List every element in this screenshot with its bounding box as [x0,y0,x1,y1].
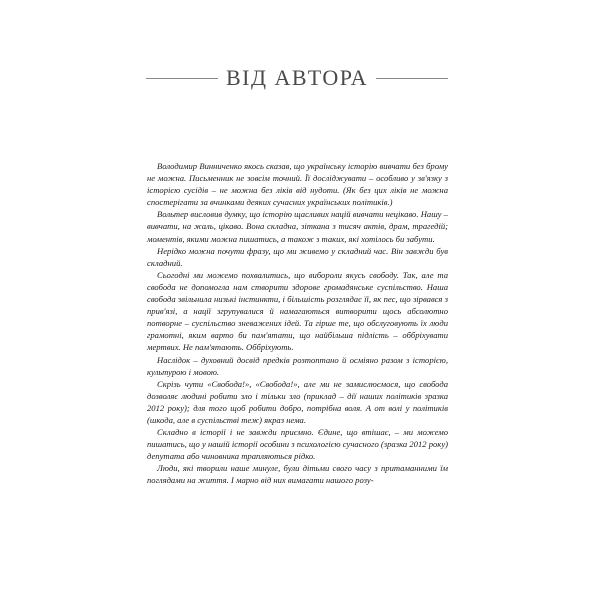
paragraph: Володимир Винниченко якось сказав, що українську історію вивчати без брому не можна. Письменник не зовсім точний. Її досліджувати – особливо у зв'язку з історією сусідів – не можна без ліків від нудоти. (Як без цих ліків не можна спостерігати за вчинками деяких сучасних українських політиків.) [147,161,448,208]
paragraph: Наслідок – духовний досвід предків розтоптано й осміяно разом з історією, культурою і мовою. [147,354,448,377]
paragraph: Нерідко можна почути фразу, що ми живемо у складний час. Він завжди був складний. [147,245,448,268]
chapter-title: ВІД АВТОРА [225,65,369,90]
heading-rule-right [376,78,448,79]
heading-rule-left [146,78,218,79]
paragraph: Вольтер висловив думку, що історію щасливих націй вивчати нецікаво. Нашу – вивчати, на жаль, цікаво. Вона складна, зіткана з тисяч актів, драм, трагедій; моментів, якими можна пишатись, а також з таких, які хотілось би забути. [147,209,448,244]
chapter-heading [146,62,448,94]
paragraph: Складно в історії і не завжди приємно. Єдине, що втішає, – ми можемо пишатись, що у нашій історії особини з психологією сучасного (зразка 2012 року) депутата або чиновника трапляються рідко. [147,427,448,462]
body-text [147,160,448,487]
paragraph: Скрізь чути «Свобода!», «Свобода!», але ми не замислюємося, що свобода дозволяє людині робити зло і тільки зло (приклад – дії наших політиків зразка 2012 року); для того щоб робити добро, потрібна воля. А от волі у політиків (шкода, але в суспільстві теж) якраз нема. [147,378,448,425]
paragraph: Сьогодні ми можемо похвалитись, що виборoли якусь свободу. Так, але та свобода не допомогла нам створити здорове громадянське суспільство. Наша свобода звільнила низькі інстинкти, і більшість розглядає її, як пес, що зірвався з прив'язі, а нації згрупувалися й намагаються витворити щось абсолютно потворне – суспільство зневажених ідей. Та гірше те, що обслуговують їх люди грамотні, яким варто би пам'ятати, що найбільша підлість – оббріхувати мертвих. Не пам'ятають. Оббріхують. [147,269,448,353]
paragraph: Люди, які творили наше минуле, були дітьми свого часу з притаманними їм поглядами на життя. І марно від них вимагати нашого розу- [147,463,448,486]
